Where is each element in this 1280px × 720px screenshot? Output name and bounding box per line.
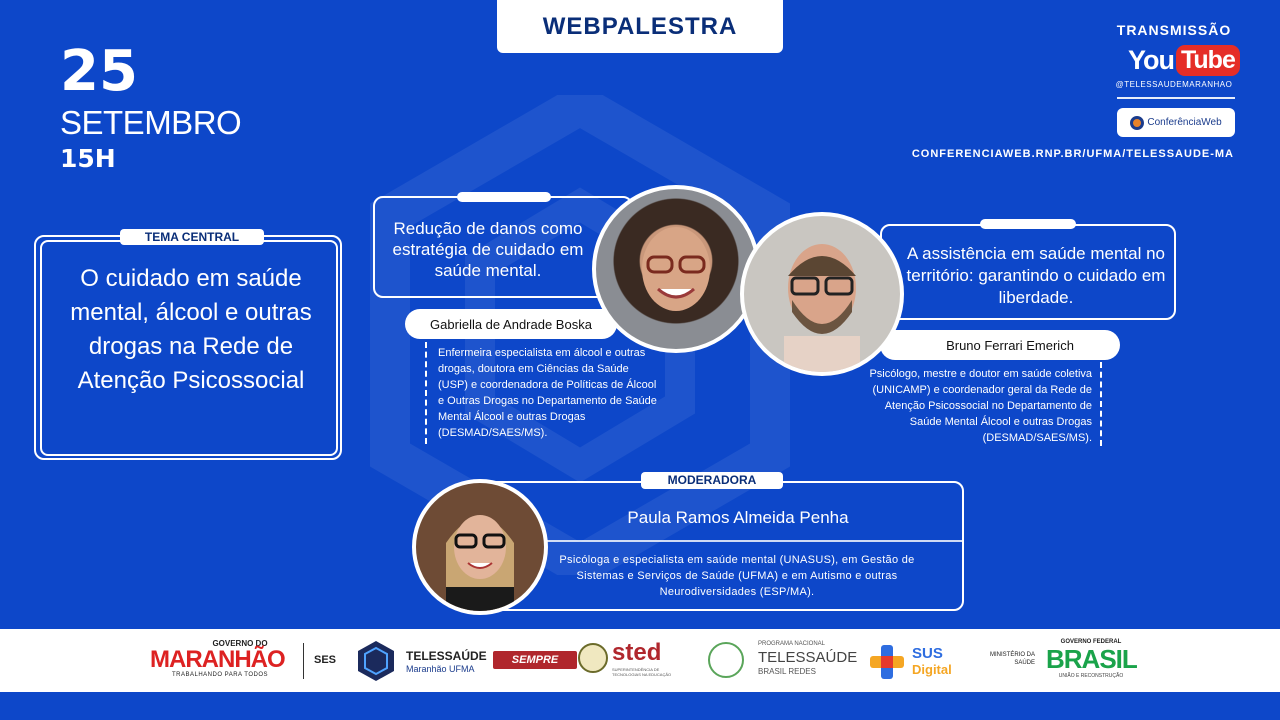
ufma-seal-icon <box>578 643 608 673</box>
ministerio-text: MINISTÉRIO DA SAÚDE <box>989 652 1035 666</box>
uniao-text: UNIÃO E RECONSTRUÇÃO <box>1058 673 1124 679</box>
moderator-divider <box>545 540 964 542</box>
gov-federal-text: GOVERNO FEDERAL <box>1060 639 1122 645</box>
conferencia-web-label: ConferênciaWeb <box>1147 117 1222 128</box>
speaker2-name: Bruno Ferrari Emerich <box>880 330 1120 360</box>
theme-text: O cuidado em saúde mental, álcool e outras drogas na Rede de Atenção Psicossocial <box>70 265 312 394</box>
youtube-you-text: You <box>1128 44 1174 75</box>
brasil-text: BRASIL <box>1046 644 1137 674</box>
date-day: 25 <box>60 39 138 104</box>
maranhao-sub-text: TRABALHANDO PARA TODOS <box>171 672 269 678</box>
brasil-map-icon <box>708 642 744 678</box>
tab-decoration <box>980 219 1076 229</box>
telessaude-br-text: TELESSAÚDE <box>758 649 858 666</box>
divider <box>1117 97 1235 99</box>
moderator-name: Paula Ramos Almeida Penha <box>627 508 849 527</box>
moderator-bio: Psicóloga e especialista em saúde mental (UNASUS), em Gestão de Sistemas e Serviços de Saúde (UFMA) e em Autismo e outras Neurodiversidades (ESP/MA). <box>559 554 915 598</box>
sted-text: sted <box>612 639 662 666</box>
sempre-logo: SEMPRE <box>493 651 577 669</box>
webpalestra-badge: WEBPALESTRA <box>497 0 783 53</box>
maranhao-text: MARANHÃO <box>150 646 285 673</box>
date-month: SETEMBRO <box>60 104 242 141</box>
tab-decoration <box>457 192 551 202</box>
moderator-photo <box>412 479 548 615</box>
brasil-redes-text: BRASIL REDES <box>758 667 816 676</box>
youtube-logo[interactable] <box>1128 42 1240 78</box>
theme-label: TEMA CENTRAL <box>120 229 264 245</box>
footer-strip <box>0 692 1280 720</box>
programa-text: PROGRAMA NACIONAL <box>758 641 826 647</box>
speaker1-photo <box>592 185 760 353</box>
speaker2-bio: Psicólogo, mestre e doutor em saúde coletiva (UNICAMP) e coordenador geral da Rede de Atenção Psicossocial no Departamento de Saúde Mental Álcool e outras Drogas (DESMAD/SAES/MS). <box>869 368 1092 444</box>
youtube-handle: @TELESSAUDEMARANHAO <box>1115 80 1233 89</box>
footer-logos-bar <box>0 629 1280 692</box>
conferencia-web-icon <box>1130 116 1144 130</box>
speaker1-avatar-icon <box>596 189 756 349</box>
conference-url[interactable]: CONFERENCIAWEB.RNP.BR/UFMA/TELESSAUDE-MA <box>911 148 1234 160</box>
speaker2-avatar-icon <box>744 216 900 372</box>
telessaude-text: TELESSAÚDE <box>406 649 487 663</box>
date-hour: 15H <box>60 144 116 173</box>
conferencia-web-badge[interactable] <box>1117 108 1235 137</box>
transmission-label: TRANSMISSÃO <box>1116 22 1232 38</box>
speaker1-name: Gabriella de Andrade Boska <box>405 309 617 339</box>
sted-sub-text: SUPERINTENDÊNCIA DE TECNOLOGIAS NA EDUCAÇÃO <box>612 667 672 677</box>
sus-plus-icon <box>868 643 906 681</box>
ses-text: SES <box>314 654 337 666</box>
maranhao-top-text: GOVERNO DO <box>212 639 268 648</box>
speaker1-bio: Enfermeira especialista em álcool e outras drogas, doutora em Ciências da Saúde (USP) e coordenadora de Políticas de Álcool e Outras Drogas no Departamento de Saúde Mental Álcool e outras Drogas (DESMAD/SAES/MS). <box>438 347 657 439</box>
speaker1-talk-title: Redução de danos como estratégia de cuidado em saúde mental. <box>392 219 584 280</box>
sus-text: SUS <box>912 645 943 662</box>
speaker2-photo <box>740 212 904 376</box>
telessaude-sub-text: Maranhão UFMA <box>406 664 475 674</box>
divider <box>303 643 304 679</box>
speaker1-bio-line <box>425 342 427 444</box>
moderator-label: MODERADORA <box>641 472 783 489</box>
telessaude-hex-icon <box>356 639 396 683</box>
governo-maranhao-logo <box>150 639 290 678</box>
youtube-tube-text: Tube <box>1176 45 1240 76</box>
digital-text: Digital <box>912 662 952 677</box>
speaker2-bio-line <box>1100 362 1102 446</box>
moderator-avatar-icon <box>416 483 544 611</box>
speaker2-talk-title: A assistência em saúde mental no território: garantindo o cuidado em liberdade. <box>906 244 1166 307</box>
